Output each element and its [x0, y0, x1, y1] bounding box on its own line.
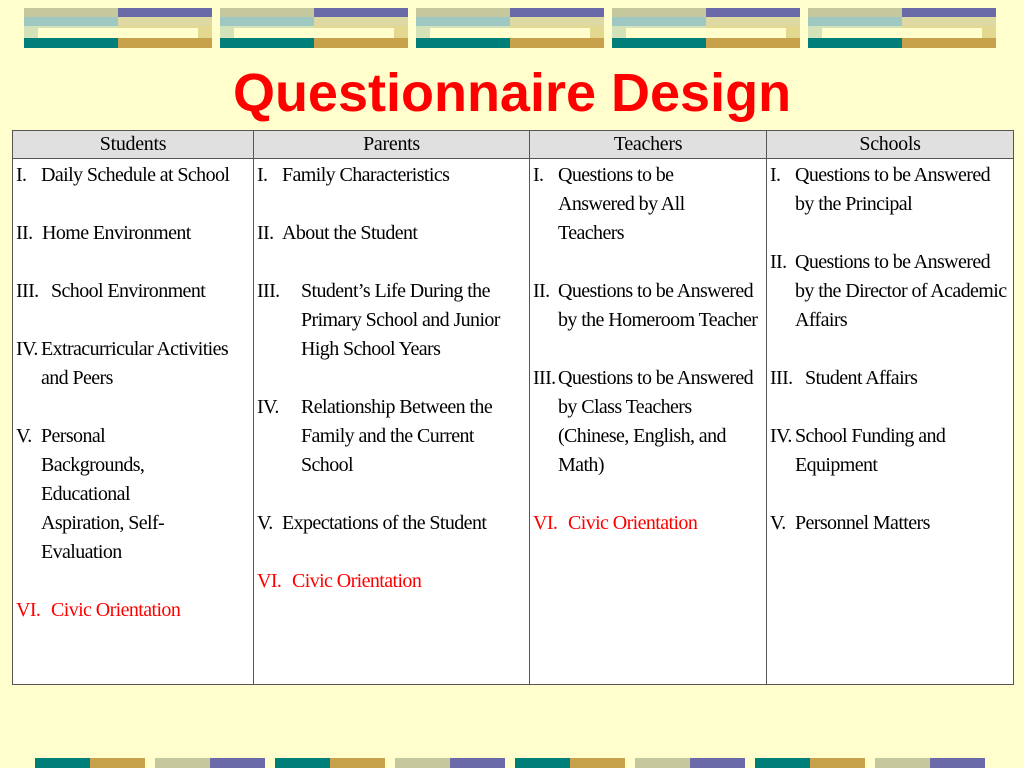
- item-text: Civic Orientation: [568, 512, 698, 534]
- column-header-teachers: Teachers: [530, 131, 767, 159]
- content-row: [13, 159, 1014, 685]
- item-text: Questions to be Answered by All Teachers: [558, 164, 685, 244]
- item-number: I.: [770, 164, 781, 186]
- list-item-highlight: [16, 596, 251, 625]
- item-text: Civic Orientation: [51, 599, 181, 621]
- item-number: II.: [770, 251, 787, 273]
- list-item: [16, 161, 251, 190]
- item-number: II.: [533, 280, 550, 302]
- list-item: [770, 364, 1011, 393]
- decor-block: [220, 8, 408, 48]
- schools-cell: [767, 159, 1014, 685]
- students-cell: [13, 159, 254, 685]
- item-number: I.: [533, 164, 544, 186]
- list-item: [257, 277, 527, 364]
- list-item: [770, 422, 1011, 480]
- item-text: Student’s Life During the Primary School and Junior High School Years: [301, 280, 500, 360]
- item-text: School Funding and Equipment: [795, 425, 946, 476]
- item-number: II.: [257, 222, 274, 244]
- questionnaire-table: [12, 130, 1014, 685]
- item-number: V.: [257, 512, 273, 534]
- header-row: [13, 131, 1014, 159]
- item-number: IV.: [16, 338, 38, 360]
- decor-block: [612, 8, 800, 48]
- item-text: Questions to be Answered by the Director of Academic Affairs: [795, 251, 1007, 331]
- item-number: IV.: [257, 396, 279, 418]
- item-text: Personnel Matters: [795, 512, 930, 534]
- list-item: [770, 248, 1011, 335]
- top-decoration: [0, 8, 1024, 48]
- list-item: [533, 364, 764, 480]
- decor-block: [808, 8, 996, 48]
- list-item-highlight: [533, 509, 764, 538]
- page-title: Questionnaire Design: [232, 63, 792, 123]
- item-number: III.: [16, 280, 39, 302]
- item-text: Personal Backgrounds, Educational Aspiration, Self-Evaluation: [41, 425, 165, 563]
- item-number: II.: [16, 222, 33, 244]
- list-item: [257, 393, 527, 480]
- item-number: VI.: [533, 512, 558, 534]
- item-number: V.: [16, 425, 32, 447]
- list-item: [16, 277, 251, 306]
- item-text: Student Affairs: [805, 367, 918, 389]
- item-text: Civic Orientation: [292, 570, 422, 592]
- column-header-students: Students: [13, 131, 254, 159]
- parents-cell: [254, 159, 530, 685]
- item-text: Questions to be Answered by the Principal: [795, 164, 991, 215]
- decor-block: [24, 8, 212, 48]
- list-item-highlight: [257, 567, 527, 596]
- item-text: Daily Schedule at School: [41, 164, 230, 186]
- item-text: Relationship Between the Family and the Current School: [301, 396, 493, 476]
- list-item: [16, 219, 251, 248]
- item-number: III.: [770, 367, 793, 389]
- list-item: [16, 335, 251, 393]
- teachers-cell: [530, 159, 767, 685]
- item-number: V.: [770, 512, 786, 534]
- item-text: Family Characteristics: [282, 164, 450, 186]
- list-item: [16, 422, 251, 567]
- item-number: VI.: [257, 570, 282, 592]
- list-item: [770, 161, 1011, 219]
- item-number: IV.: [770, 425, 792, 447]
- item-number: I.: [257, 164, 268, 186]
- item-text: Home Environment: [42, 222, 191, 244]
- item-number: I.: [16, 164, 27, 186]
- decor-block: [416, 8, 604, 48]
- list-item: [533, 277, 764, 335]
- item-text: Extracurricular Activities and Peers: [41, 338, 229, 389]
- list-item: [770, 509, 1011, 538]
- bottom-decoration: [0, 758, 1024, 768]
- item-text: School Environment: [51, 280, 206, 302]
- column-header-parents: Parents: [254, 131, 530, 159]
- list-item: [257, 219, 527, 248]
- list-item: [257, 509, 527, 538]
- item-number: III.: [257, 280, 280, 302]
- item-text: Questions to be Answered by Class Teachers (Chinese, English, and Math): [558, 367, 754, 476]
- item-text: About the Student: [282, 222, 418, 244]
- column-header-schools: Schools: [767, 131, 1014, 159]
- list-item: [257, 161, 527, 190]
- item-text: Questions to be Answered by the Homeroom Teacher: [558, 280, 758, 331]
- item-number: VI.: [16, 599, 41, 621]
- list-item: [533, 161, 764, 248]
- item-number: III.: [533, 367, 556, 389]
- item-text: Expectations of the Student: [282, 512, 487, 534]
